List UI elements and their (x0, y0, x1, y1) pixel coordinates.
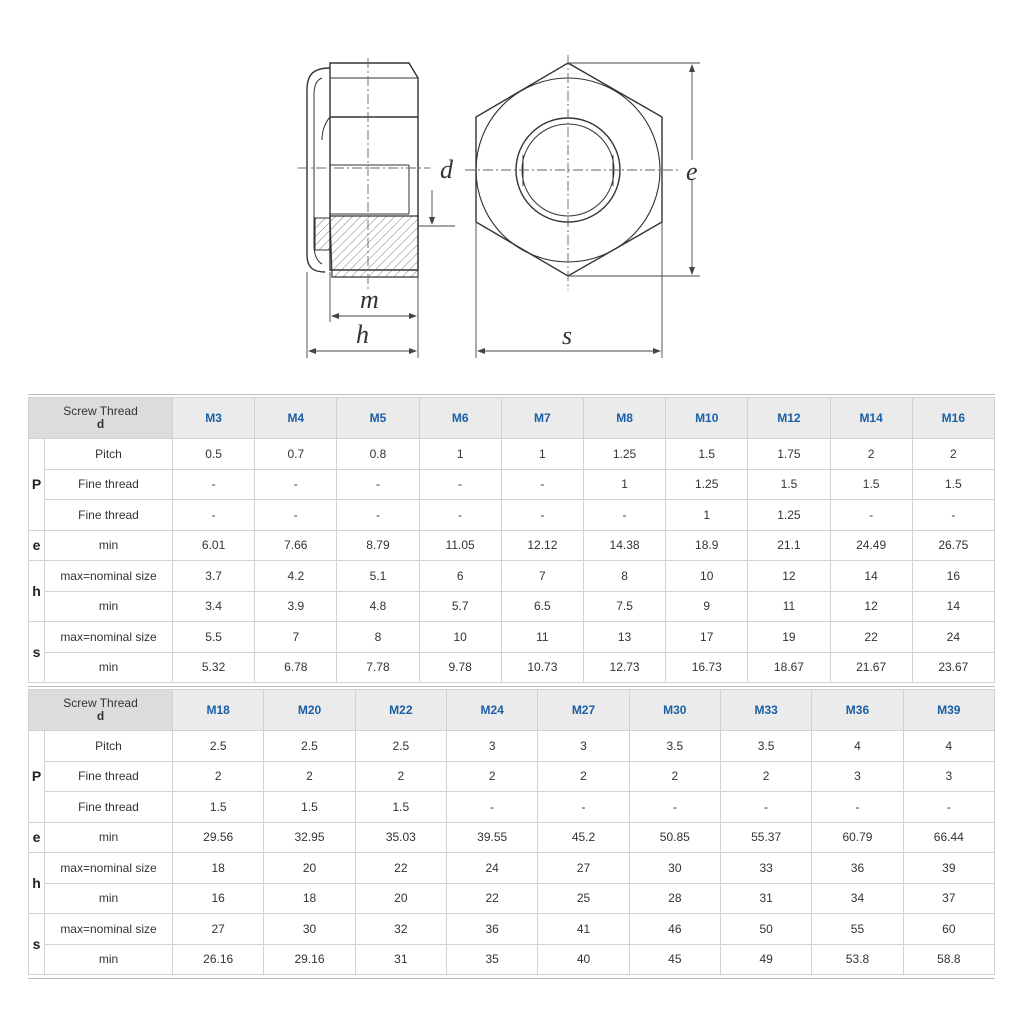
table-cell: 2 (720, 761, 811, 792)
size-header: M22 (355, 690, 446, 731)
table-cell: 27 (538, 853, 629, 884)
table-cell: 34 (812, 883, 903, 914)
header-screw-thread (29, 398, 173, 439)
size-header: M39 (903, 690, 994, 731)
table-cell: 4 (903, 731, 994, 762)
table-cell: 1.25 (748, 500, 830, 531)
group-symbol: P (29, 439, 45, 531)
group-symbol: h (29, 561, 45, 622)
table-cell: 18.9 (666, 530, 748, 561)
size-header: M12 (748, 398, 830, 439)
table-row (29, 914, 995, 945)
size-header: M18 (173, 690, 264, 731)
table-cell: 32 (355, 914, 446, 945)
nut-technical-drawing (0, 0, 1024, 380)
table-cell: 5.7 (419, 591, 501, 622)
size-header: M7 (501, 398, 583, 439)
table-cell: 3 (812, 761, 903, 792)
group-symbol: s (29, 914, 45, 975)
table-cell: 60 (903, 914, 994, 945)
table-cell: - (419, 469, 501, 500)
table-row (29, 439, 995, 470)
row-label: min (45, 944, 173, 975)
nylon-insert-hatch (315, 218, 330, 250)
table-cell: 7.5 (583, 591, 665, 622)
table-cell: 66.44 (903, 822, 994, 853)
table-cell: 16 (912, 561, 994, 592)
table-cell: 6.5 (501, 591, 583, 622)
table-row (29, 853, 995, 884)
table-cell: 1.5 (173, 792, 264, 823)
table-cell: 7 (255, 622, 337, 653)
table-row (29, 469, 995, 500)
table-row (29, 822, 995, 853)
row-label: min (45, 591, 173, 622)
header-symbol: d (96, 417, 105, 431)
header-symbol: d (96, 709, 105, 723)
table-cell: 22 (355, 853, 446, 884)
row-label: max=nominal size (45, 561, 173, 592)
table-row (29, 944, 995, 975)
table-cell: 1 (419, 439, 501, 470)
table-cell: 3.7 (173, 561, 255, 592)
table-cell: 16.73 (666, 652, 748, 683)
table-cell: 2 (264, 761, 355, 792)
table-cell: - (903, 792, 994, 823)
table-cell: 30 (629, 853, 720, 884)
row-label: max=nominal size (45, 914, 173, 945)
table-cell: 24.49 (830, 530, 912, 561)
size-header: M20 (264, 690, 355, 731)
table-cell: 41 (538, 914, 629, 945)
table-cell: 1.5 (264, 792, 355, 823)
table-cell: - (337, 500, 419, 531)
table-cell: 14.38 (583, 530, 665, 561)
table-cell: 25 (538, 883, 629, 914)
table-cell: 2 (538, 761, 629, 792)
table-cell: 14 (830, 561, 912, 592)
table-cell: 30 (264, 914, 355, 945)
table-cell: 2 (355, 761, 446, 792)
table-cell: 55.37 (720, 822, 811, 853)
size-header: M24 (447, 690, 538, 731)
dimension-e (568, 63, 700, 276)
table-row (29, 622, 995, 653)
table-cell: 4 (812, 731, 903, 762)
table-cell: 33 (720, 853, 811, 884)
table-cell: 29.56 (173, 822, 264, 853)
size-header: M30 (629, 690, 720, 731)
table-cell: - (501, 469, 583, 500)
table-cell: 11.05 (419, 530, 501, 561)
row-label: Fine thread (45, 761, 173, 792)
table-cell: 1 (666, 500, 748, 531)
group-symbol: e (29, 530, 45, 561)
table-cell: 3.9 (255, 591, 337, 622)
table-cell: 0.5 (173, 439, 255, 470)
table-cell: 18.67 (748, 652, 830, 683)
table-cell: 11 (501, 622, 583, 653)
table-cell: 3.5 (720, 731, 811, 762)
table-cell: 21.1 (748, 530, 830, 561)
header-label: Screw Thread (63, 696, 138, 710)
table-cell: - (337, 469, 419, 500)
row-label: min (45, 822, 173, 853)
table-cell: 58.8 (903, 944, 994, 975)
table-cell: 7.78 (337, 652, 419, 683)
table-cell: 7.66 (255, 530, 337, 561)
row-label: Fine thread (45, 469, 173, 500)
row-label: min (45, 652, 173, 683)
section-hatch (330, 216, 418, 277)
group-symbol: s (29, 622, 45, 683)
table-cell: 12 (748, 561, 830, 592)
table-cell: 20 (355, 883, 446, 914)
table-cell: 1.5 (912, 469, 994, 500)
row-label: Pitch (45, 731, 173, 762)
table-row (29, 561, 995, 592)
table-row (29, 883, 995, 914)
dimension-d (418, 190, 455, 226)
table-cell: 35.03 (355, 822, 446, 853)
table-cell: 29.16 (264, 944, 355, 975)
table-cell: 2 (447, 761, 538, 792)
table-cell: 2.5 (173, 731, 264, 762)
table-cell: 22 (447, 883, 538, 914)
table-cell: - (830, 500, 912, 531)
table-cell: 10 (666, 561, 748, 592)
table-cell: 10 (419, 622, 501, 653)
table-cell: 5.1 (337, 561, 419, 592)
table-cell: 14 (912, 591, 994, 622)
table-cell: 24 (447, 853, 538, 884)
table-cell: 36 (447, 914, 538, 945)
table-cell: 1.5 (355, 792, 446, 823)
table-row (29, 591, 995, 622)
table-cell: 45.2 (538, 822, 629, 853)
table-cell: 1.5 (830, 469, 912, 500)
label-e: e (686, 157, 698, 186)
table-row (29, 761, 995, 792)
table-cell: 8 (583, 561, 665, 592)
table-cell: 3.5 (629, 731, 720, 762)
table-cell: 2 (830, 439, 912, 470)
table-cell: 36 (812, 853, 903, 884)
table-cell: 22 (830, 622, 912, 653)
size-header: M27 (538, 690, 629, 731)
table-cell: 55 (812, 914, 903, 945)
table-cell: 3 (538, 731, 629, 762)
table-cell: 32.95 (264, 822, 355, 853)
table-cell: 2 (629, 761, 720, 792)
label-m: m (360, 285, 379, 314)
table-cell: 26.75 (912, 530, 994, 561)
header-label: Screw Thread (63, 404, 138, 418)
table-cell: 13 (583, 622, 665, 653)
table-cell: 27 (173, 914, 264, 945)
size-header: M3 (173, 398, 255, 439)
table-cell: 26.16 (173, 944, 264, 975)
table-cell: 1.25 (583, 439, 665, 470)
table-cell: 39.55 (447, 822, 538, 853)
table-cell: 9 (666, 591, 748, 622)
spec-table-2 (28, 689, 995, 975)
table-row (29, 500, 995, 531)
label-d: d (440, 155, 453, 184)
table-cell: 8.79 (337, 530, 419, 561)
table-cell: 6.78 (255, 652, 337, 683)
table-cell: 1.5 (666, 439, 748, 470)
table-cell: 2 (173, 761, 264, 792)
table-cell: 4.2 (255, 561, 337, 592)
divider-bottom (28, 978, 995, 979)
table-cell: 5.32 (173, 652, 255, 683)
table-cell: 12.73 (583, 652, 665, 683)
table-cell: 3 (447, 731, 538, 762)
group-symbol: e (29, 822, 45, 853)
table-cell: - (419, 500, 501, 531)
row-label: max=nominal size (45, 853, 173, 884)
table-cell: 53.8 (812, 944, 903, 975)
size-header: M5 (337, 398, 419, 439)
table-cell: 6.01 (173, 530, 255, 561)
table-cell: 3 (903, 761, 994, 792)
row-label: min (45, 883, 173, 914)
table-cell: 39 (903, 853, 994, 884)
table-cell: - (173, 500, 255, 531)
table-cell: 50.85 (629, 822, 720, 853)
divider-top (28, 394, 995, 395)
spec-table-1 (28, 397, 995, 683)
divider-middle (28, 686, 995, 687)
table-cell: 12.12 (501, 530, 583, 561)
table-cell: 23.67 (912, 652, 994, 683)
table-cell: 24 (912, 622, 994, 653)
label-s: s (562, 321, 573, 350)
table-cell: 3.4 (173, 591, 255, 622)
table-cell: 10.73 (501, 652, 583, 683)
row-label: Fine thread (45, 500, 173, 531)
table-cell: 19 (748, 622, 830, 653)
table-row (29, 652, 995, 683)
table-cell: - (255, 500, 337, 531)
table-cell: - (629, 792, 720, 823)
table-cell: 46 (629, 914, 720, 945)
table-cell: - (447, 792, 538, 823)
table-cell: - (912, 500, 994, 531)
table-cell: 60.79 (812, 822, 903, 853)
row-label: max=nominal size (45, 622, 173, 653)
table-cell: 5.5 (173, 622, 255, 653)
table-row (29, 731, 995, 762)
table-cell: 1 (583, 469, 665, 500)
table-cell: 35 (447, 944, 538, 975)
row-label: min (45, 530, 173, 561)
row-label: Pitch (45, 439, 173, 470)
table-cell: 1.25 (666, 469, 748, 500)
table-cell: - (583, 500, 665, 531)
table-cell: 31 (720, 883, 811, 914)
table-cell: 1.5 (748, 469, 830, 500)
table-cell: 28 (629, 883, 720, 914)
label-h: h (356, 320, 369, 349)
group-symbol: P (29, 731, 45, 823)
table-row (29, 530, 995, 561)
table-cell: 1 (501, 439, 583, 470)
header-screw-thread (29, 690, 173, 731)
table-cell: 7 (501, 561, 583, 592)
table-cell: 16 (173, 883, 264, 914)
table-cell: 0.8 (337, 439, 419, 470)
table-cell: 17 (666, 622, 748, 653)
table-cell: 18 (264, 883, 355, 914)
table-cell: - (255, 469, 337, 500)
table-cell: 0.7 (255, 439, 337, 470)
table-cell: 2 (912, 439, 994, 470)
size-header: M6 (419, 398, 501, 439)
size-header: M10 (666, 398, 748, 439)
table-cell: 8 (337, 622, 419, 653)
table-cell: 2.5 (264, 731, 355, 762)
table-cell: - (501, 500, 583, 531)
table-cell: 50 (720, 914, 811, 945)
size-header: M4 (255, 398, 337, 439)
table-cell: 49 (720, 944, 811, 975)
group-symbol: h (29, 853, 45, 914)
table-cell: 11 (748, 591, 830, 622)
size-header: M33 (720, 690, 811, 731)
size-header: M14 (830, 398, 912, 439)
table-row (29, 792, 995, 823)
table-cell: 2.5 (355, 731, 446, 762)
table-cell: 1.75 (748, 439, 830, 470)
table-cell: 40 (538, 944, 629, 975)
size-header: M8 (583, 398, 665, 439)
table-cell: - (173, 469, 255, 500)
table-cell: 31 (355, 944, 446, 975)
table-cell: 20 (264, 853, 355, 884)
table-cell: 4.8 (337, 591, 419, 622)
table-cell: - (812, 792, 903, 823)
table-cell: - (538, 792, 629, 823)
table-cell: 12 (830, 591, 912, 622)
table-cell: 21.67 (830, 652, 912, 683)
row-label: Fine thread (45, 792, 173, 823)
table-cell: 45 (629, 944, 720, 975)
table-cell: 6 (419, 561, 501, 592)
size-header: M36 (812, 690, 903, 731)
front-view (476, 63, 662, 276)
size-header: M16 (912, 398, 994, 439)
table-cell: - (720, 792, 811, 823)
table-cell: 37 (903, 883, 994, 914)
table-cell: 9.78 (419, 652, 501, 683)
table-cell: 18 (173, 853, 264, 884)
